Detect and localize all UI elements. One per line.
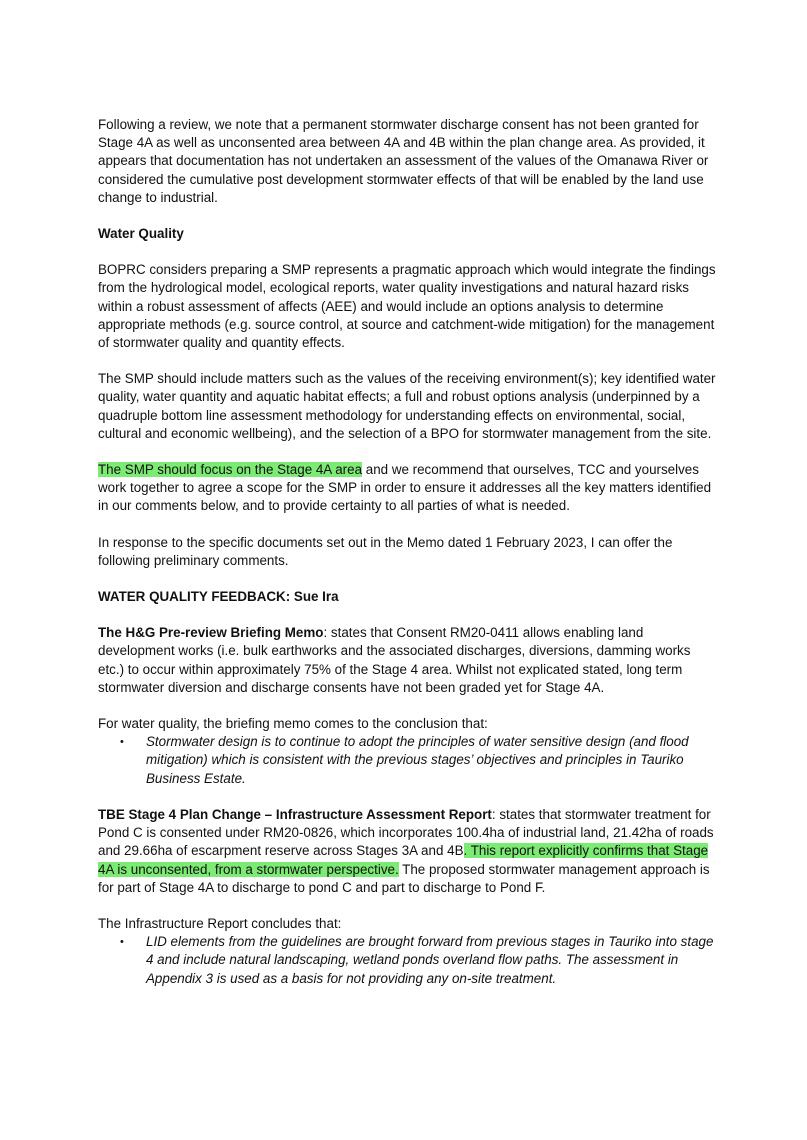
paragraph-review: Following a review, we note that a permanent stormwater discharge consent has not been granted for Stage 4A as well as unconsented area between 4A and 4B within the plan change area. As provided, it appears that documentation has not undertaken an assessment of the values of the Omanawa River or considered the cumulative post development stormwater effects of that will be enabled by the land use change to industrial. xyxy=(98,117,709,205)
paragraph-response: In response to the specific documents set out in the Memo dated 1 February 2023, I can offer the following preliminary comments. xyxy=(98,534,673,568)
paragraph-smp-focus xyxy=(98,461,718,516)
infrastructure-report-rest: The proposed stormwater management approach is for part of Stage 4A to discharge to pond C and part to discharge to Pond F. xyxy=(98,861,710,895)
paragraph-smp-matters: The SMP should include matters such as the values of the receiving environment(s); key identified water quality, water quantity and aquatic habitat effects; a full and robust options analysis (underpinned by a quadruple bottom line assessment methodology for understanding effects on environmental, social, cultural and economic wellbeing), and the selection of a BPO for stormwater management from the site. xyxy=(98,371,716,441)
bullet-list-memo xyxy=(98,733,718,788)
bullet-list-report xyxy=(98,933,718,988)
highlight-unconsented: . This report explicitly confirms that Stage 4A is unconsented, from a stormwater perspective. xyxy=(98,843,709,877)
document-body xyxy=(98,116,718,988)
heading-feedback: WATER QUALITY FEEDBACK: Sue Ira xyxy=(98,589,339,605)
infrastructure-report-title: TBE Stage 4 Plan Change – Infrastructure Assessment Report xyxy=(98,806,492,822)
infrastructure-report-text: : states that stormwater treatment for Pond C is consented under RM20-0826, which incorporates 100.4ha of industrial land, 21.42ha of roads and 29.66ha of escarpment reserve across Stages 3A and 4B xyxy=(98,806,714,859)
bullet-text: Stormwater design is to continue to adopt the principles of water sensitive design (and flood mitigation) which is consistent with the previous stages’ objectives and principles in Tauriko Business Estate. xyxy=(146,734,689,786)
paragraph-report-conclusion: The Infrastructure Report concludes that: xyxy=(98,915,342,931)
heading-water-quality: Water Quality xyxy=(98,226,184,242)
paragraph-conclusion-intro: For water quality, the briefing memo comes to the conclusion that: xyxy=(98,716,488,732)
bullet-text: LID elements from the guidelines are brought forward from previous stages in Tauriko into stage 4 and include natural landscaping, wetland ponds overland flow paths. The assessment in Appendix 3 is used as a basis for not providing any on-site treatment. xyxy=(146,934,714,986)
briefing-memo-text: : states that Consent RM20-0411 allows enabling land development works (i.e. bulk earthworks and the associated discharges, diversions, damming works etc.) to occur within approximately 75% of the Stage 4 area. Whilst not explicated stated, long term stormwater diversion and discharge consents have not been graded yet for Stage 4A. xyxy=(98,625,691,695)
bullet-icon: • xyxy=(120,736,124,749)
paragraph-briefing-memo xyxy=(98,624,718,697)
paragraph-smp-approach: BOPRC considers preparing a SMP represents a pragmatic approach which would integrate the findings from the hydrological model, ecological reports, water quality investigations and natural hazard risks within a robust assessment of affects (AEE) and would include an options analysis to determine appropriate methods (e.g. source control, at source and catchment-wide mitigation) for the management of stormwater quality and quantity effects. xyxy=(98,262,716,351)
briefing-memo-title: The H&G Pre-review Briefing Memo xyxy=(98,625,324,641)
highlight-smp-focus: The SMP should focus on the Stage 4A area xyxy=(98,462,363,478)
smp-focus-rest: and we recommend that ourselves, TCC and yourselves work together to agree a scope for the SMP in order to ensure it addresses all the key matters identified in our comments below, and to provide certainty to all parties of what is needed. xyxy=(98,462,712,514)
list-item xyxy=(98,733,718,788)
paragraph-infrastructure-report xyxy=(98,806,718,897)
list-item xyxy=(98,933,718,988)
bullet-icon: • xyxy=(120,936,124,949)
